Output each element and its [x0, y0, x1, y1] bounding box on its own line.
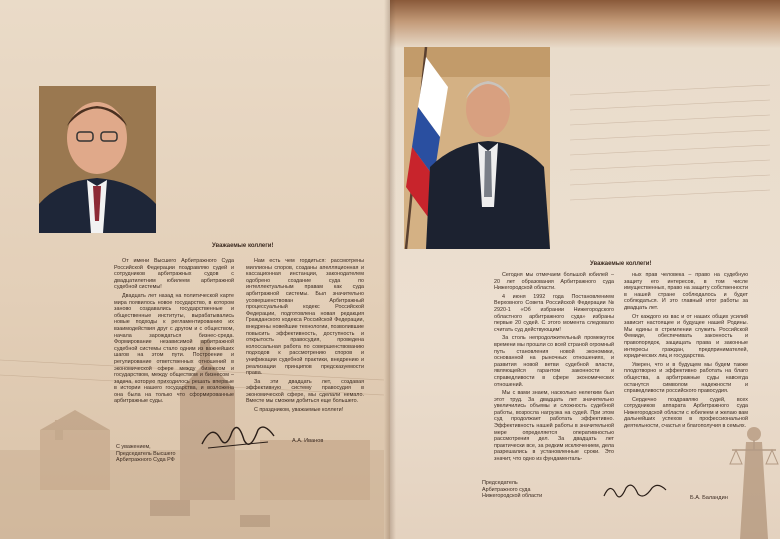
left-paragraph: Двадцать лет назад на политической карте мира появилось новое государство, в котором заново создавались государственные и общественные институты, вырабатывались новые подходы к регламентированию их взаимодействия друг с другом и с обществом, начала зарождаться бизнес-среда. Формирование независимой арбитражной судебной системы стало одним из важнейших шагов на этом пути. Построение и регулирование ответственных отношений в экономической сфере между бизнесом и государством, между обществом и бизнесом – задача, которую приходилось решать впервые в истории нашего государства, и возложена она была на только что сформированные арбитражные суды. [114, 292, 234, 405]
right-salutation: Уважаемые коллеги! [590, 261, 652, 267]
right-paragraph: Сердечно поздравляю судей, всех сотрудников аппарата Арбитражного суда Нижегородской области с юбилеем и желаю вам дальнейших успехов в профессиональной деятельности, счастья и благополучия в семьях. [624, 396, 748, 430]
right-paragraph: Уверен, что и в будущем мы будем также плодотворно и эффективно работать на благо общества, а арбитражные суды навсегда останутся символом надежности и справедливости российского правосудия. [624, 361, 748, 395]
signature-ivanov [198, 418, 278, 456]
closing-line: С уважением, [116, 444, 151, 450]
right-paragraph: ных прав человека – право на судебную защиту его интересов, в том числе имущественных, право на защиту собственности в нашей стране соблюдалось и будет соблюдаться. И это главный итог работы за двадцать лет. [624, 272, 748, 311]
left-paragraph: С праздником, уважаемые коллеги! [254, 407, 344, 414]
left-paragraph: От имени Высшего Арбитражного Суда Российской Федерации поздравляю судей и сотрудников арбитражных судов с двадцатилетним юбилеем арбитражной судебной системы! [114, 258, 234, 291]
right-page [390, 0, 780, 539]
right-paragraph: 4 июня 1992 года Постановлением Верховного Совета Российской Федерации № 2920-1 «Об избрании Нижегородского областного арбитражного суда» избраны первые 20 судей. С этого момента следовало считать суд действующим! [494, 293, 614, 333]
closing-line: Председатель Высшего [116, 450, 176, 457]
right-text-column-1 [494, 272, 614, 465]
left-text-column-1 [114, 258, 234, 407]
closing-line: Арбитражного суда [482, 486, 531, 493]
signature-balandin [600, 478, 670, 504]
left-paragraph: Нам есть чем гордиться: рассмотрены миллионы споров, созданы апелляционная и кассационная инстанции, законодателем одобрено создание суда по интеллектуальным правам как суда арбитражной системы. Был значительно усовершенствован Арбитражный процессуальный кодекс Российской Федерации, подготовлена новая редакция Гражданского кодекса Российской Федерации, внедрены новейшие технологии, позволившие повысить эффективность, доступность и открытость правосудия, проведена колоссальная работа по совершенствованию подходов к рассмотрению споров и унификации судебной практики, внедрению и реализации принципов предсказуемости права. [246, 258, 364, 377]
left-signer-name: А.А. Иванов [292, 438, 324, 444]
themis-statue-illustration [728, 420, 780, 539]
right-paragraph: Мы с вами знаем, насколько нелегким был этот труд. За двадцать лет значительно увеличились объемы и сложность судебной работы, возросла нагрузка на судей. При этом суд продолжает работать эффективно. Эффективность нашей работы в значительной мере определяется оперативностью рассмотрения дел. За двадцать лет практически все, за редким исключением, дела разрешались в установленные сроки. Это значит, что одно из фундаменталь- [494, 390, 614, 463]
portrait-photo-balandin [404, 47, 550, 249]
right-closing [482, 480, 542, 500]
right-text-column-2 [624, 272, 748, 432]
left-closing [116, 444, 176, 464]
closing-line: Нижегородской области [482, 493, 543, 500]
closing-line: Председатель [482, 480, 518, 486]
spread-spine [384, 0, 396, 539]
right-signer-name: Б.А. Баландин [690, 495, 728, 501]
right-paragraph: От каждого из вас и от наших общих усилий зависит настоящее и будущее нашей Родины. Мы едины в стремлении служить Российской Фемиде, обеспечивать законность и правопорядок, защищать права и законные интересы граждан, предпринимателей, юридических лиц и государства. [624, 313, 748, 360]
right-paragraph: Сегодня мы отмечаем большой юбилей – 20 лет образования Арбитражного суда Нижегородской области. [494, 272, 614, 292]
left-paragraph: За эти двадцать лет, создавая эффективную систему правосудия в экономической сфере, мы сделали немало. Вместе мы сможем добиться еще большего. [246, 378, 364, 405]
right-paragraph: За столь непродолжительный промежуток времени мы прошли со всей страной огромный путь становления новой экономики, основанной на рыночных отношениях, и развития новой ветви судебной власти, являющейся гарантом законности и справедливости в сфере экономических отношений. [494, 335, 614, 388]
portrait-photo-ivanov [39, 86, 156, 233]
closing-line: Арбитражного Суда РФ [116, 457, 175, 464]
historic-document-background [560, 75, 780, 245]
left-salutation: Уважаемые коллеги! [212, 243, 274, 249]
left-text-column-2 [246, 258, 364, 416]
